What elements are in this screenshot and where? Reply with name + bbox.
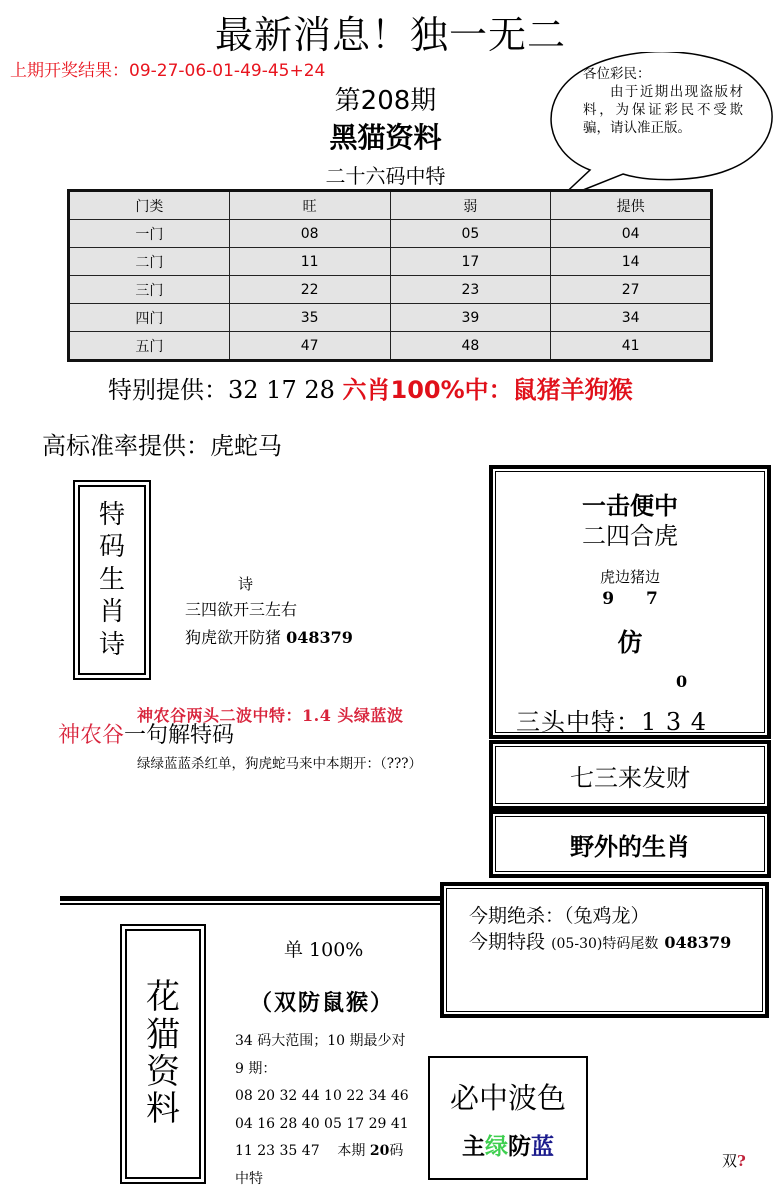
double-guard: （双防鼠猴） xyxy=(250,990,395,1016)
table-cell: 35 xyxy=(229,304,390,332)
table-row xyxy=(69,304,712,332)
hit-fang: 仿 xyxy=(617,628,643,657)
question-mark-icon: ? xyxy=(737,1152,746,1170)
poem-box-char: 生 xyxy=(98,564,125,595)
header-cell: 弱 xyxy=(390,191,551,220)
poem-box-inner xyxy=(78,485,146,675)
range-line-2: 9 期： xyxy=(235,1060,277,1077)
poem-box-char: 肖 xyxy=(98,597,125,628)
table-cell: 39 xyxy=(390,304,551,332)
wave-guard-label: 防 xyxy=(508,1133,531,1160)
poem-line-1: 三四欲开三左右 xyxy=(185,600,298,619)
table-header-row xyxy=(69,191,712,220)
this-issue-prefix: 本期 xyxy=(337,1143,366,1159)
table-row xyxy=(69,276,712,304)
hit-box xyxy=(489,465,771,739)
subtitle-26-codes xyxy=(0,160,781,189)
special-label: 特别提供： xyxy=(108,376,228,404)
luck-box-text: 七三来发财 xyxy=(495,746,765,804)
flower-cat-vertical-box xyxy=(120,924,206,1184)
this-issue-suffix: 码 xyxy=(389,1143,404,1159)
tail-numbers: 048379 xyxy=(664,933,732,952)
last-result xyxy=(10,56,325,81)
kill-box-inner xyxy=(446,888,763,1012)
flower-box-char: 花 xyxy=(146,977,180,1018)
subtitle-text: 二十六码中特 xyxy=(325,164,446,188)
divider-thick-line xyxy=(60,896,440,901)
hit-title: 一击便中 xyxy=(582,491,678,520)
table-cell: 三门 xyxy=(69,276,230,304)
segment-range: (05-30) xyxy=(551,936,603,952)
wave-color-box xyxy=(428,1056,588,1180)
table-cell: 二门 xyxy=(69,248,230,276)
segment-prefix: 今期特段 xyxy=(469,931,546,953)
divider-thin-line xyxy=(60,903,440,905)
door-table xyxy=(67,189,713,362)
numbers-row-2: 04 16 28 40 05 17 29 41 xyxy=(235,1115,409,1132)
shennonggu-red-line: 神农谷两头二波中特：1.4 头绿蓝波 xyxy=(137,706,404,725)
hit-zero: 0 xyxy=(676,672,688,691)
poem-line-2-text: 狗虎欲开防猪 xyxy=(185,628,282,647)
hit-box-inner xyxy=(495,471,765,736)
poem-box-char: 诗 xyxy=(98,629,125,660)
wild-zodiac-text: 野外的生肖 xyxy=(495,816,765,872)
numbers-row-3 xyxy=(235,1138,415,1166)
header-cell: 旺 xyxy=(229,191,390,220)
table-cell: 27 xyxy=(551,276,712,304)
black-cat-title-text: 黑猫资料 xyxy=(329,121,442,154)
numbers-row-3-values: 11 23 35 47 xyxy=(235,1143,320,1159)
tail-label: 特码尾数 xyxy=(602,936,659,952)
last-result-numbers: 09-27-06-01-49-45+24 xyxy=(129,61,326,81)
special-segment-line xyxy=(469,929,762,957)
poem-vertical-box xyxy=(73,480,151,680)
double-text: 双 xyxy=(722,1152,738,1170)
table-cell: 11 xyxy=(229,248,390,276)
poem-line-2 xyxy=(185,625,353,648)
range-line-end: 中特 xyxy=(235,1170,263,1187)
wave-main-label: 主 xyxy=(462,1133,485,1160)
table-row xyxy=(69,332,712,361)
range-line-1: 34 码大范围；10 期最少对 xyxy=(235,1033,406,1049)
hit-subtitle: 二四合虎 xyxy=(582,522,678,550)
table-cell: 22 xyxy=(229,276,390,304)
range-block xyxy=(235,1028,415,1193)
notice-body: 由于近期出现盗版材料，为保证彩民不受欺骗，请认准正版。 xyxy=(583,84,743,136)
poem-line-2-numbers: 048379 xyxy=(286,628,353,647)
flower-box-char: 资 xyxy=(146,1052,180,1092)
wave-guard-color: 蓝 xyxy=(531,1133,554,1160)
table-cell: 14 xyxy=(551,248,712,276)
double-divider xyxy=(60,896,440,906)
main-title: 最新消息！独一无二 xyxy=(214,13,566,57)
table-cell: 17 xyxy=(390,248,551,276)
table-row xyxy=(69,220,712,248)
poem-box-char: 码 xyxy=(98,532,125,563)
table-cell: 23 xyxy=(390,276,551,304)
poem-box-char: 特 xyxy=(98,499,125,530)
hit-edge-numbers: 9 7 xyxy=(602,589,658,609)
shennonggu-title-red: 神农谷 xyxy=(58,723,125,748)
shennonggu-desc: 绿绿蓝蓝杀红单，狗虎蛇马来中本期开：（???） xyxy=(137,756,422,772)
kill-box xyxy=(440,882,769,1018)
wave-main-color: 绿 xyxy=(485,1133,508,1160)
table-cell: 一门 xyxy=(69,220,230,248)
table-cell: 04 xyxy=(551,220,712,248)
table-row xyxy=(69,248,712,276)
flower-box-char: 料 xyxy=(146,1089,180,1130)
issue-number-text: 第208期 xyxy=(334,86,437,116)
table-cell: 五门 xyxy=(69,332,230,361)
kill-line: 今期绝杀：（兔鸡龙） xyxy=(469,905,650,927)
special-offer-line xyxy=(108,370,633,405)
wave-colors xyxy=(430,1128,586,1161)
double-question xyxy=(722,1150,746,1171)
flower-box-char: 猫 xyxy=(146,1014,180,1055)
flower-box-inner xyxy=(125,929,201,1179)
high-rate-line: 高标准率提供：虎蛇马 xyxy=(42,432,282,460)
table-cell: 41 xyxy=(551,332,712,361)
last-result-label: 上期开奖结果： xyxy=(10,61,129,81)
issue-number xyxy=(0,80,781,117)
table-cell: 34 xyxy=(551,304,712,332)
poem-label: 诗 xyxy=(238,575,254,593)
table-cell: 08 xyxy=(229,220,390,248)
shennonggu-title xyxy=(58,718,234,749)
table-cell: 05 xyxy=(390,220,551,248)
luck-box xyxy=(489,740,771,810)
this-issue-count: 20 xyxy=(369,1143,390,1159)
single-100-percent: 单 100% xyxy=(284,939,364,961)
table-cell: 四门 xyxy=(69,304,230,332)
three-heads-line: 三头中特：1 3 4 xyxy=(516,708,708,736)
special-numbers: 32 17 28 xyxy=(228,376,335,404)
header-cell: 门类 xyxy=(69,191,230,220)
shennonggu-title-black: 一句解特码 xyxy=(124,723,235,748)
wave-title: 必中波色 xyxy=(449,1081,566,1115)
numbers-row-1: 08 20 32 44 10 22 34 46 xyxy=(235,1088,409,1104)
notice-greeting: 各位彩民： xyxy=(583,66,651,82)
six-zodiac-red: 六肖100%中：鼠猪羊狗猴 xyxy=(342,376,633,404)
wild-zodiac-box xyxy=(489,810,771,878)
hit-edges: 虎边猪边 xyxy=(599,568,660,586)
table-cell: 47 xyxy=(229,332,390,361)
black-cat-title xyxy=(0,116,781,156)
header-cell: 提供 xyxy=(551,191,712,220)
table-cell: 48 xyxy=(390,332,551,361)
